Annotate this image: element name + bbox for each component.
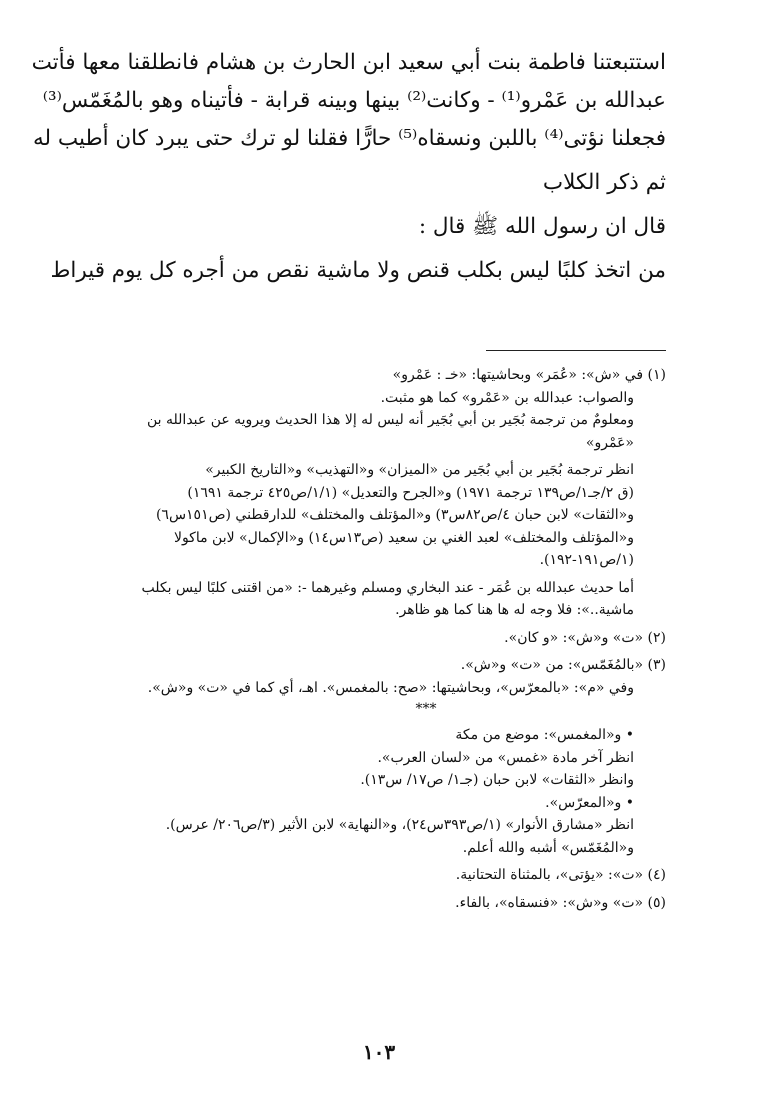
footnote-3 — [106, 654, 666, 859]
footnote-separator — [486, 350, 666, 351]
footnote-line: (٣) «بالمُغَمّس»: من «ت» و«ش». — [460, 657, 666, 673]
footnote-line: انظر ترجمة بُجَير بن أبي بُجَير من «الميزان» و«التهذيب» و«التاريخ الكبير» — [205, 462, 634, 478]
footnote-line: وانظر «الثقات» لابن حبان (جـ١/ ص١٧/ س١٣). — [360, 772, 634, 788]
footnote-line: و«المؤتلف والمختلف» لعبد الغني بن سعيد (ص١٣س١٤) و«الإكمال» لابن ماكولا — [173, 529, 634, 546]
footnote-line: انظر آخر مادة «غمس» من «لسان العرب». — [377, 749, 634, 766]
footnote-line: و«الثقات» لابن حبان ٤/ص٨٢س٣) و«المؤتلف والمختلف» للدارقطني (ص١٥١س٦) — [155, 507, 634, 523]
footnote-line: أما حديث عبدالله بن عُمَر - عند البخاري ومسلم وغيرهما -: «من اقتنى كلبًا ليس بكلب — [141, 579, 634, 596]
footnote-5: (٥) «ت» و«ش»: «فنسقاه»، بالفاء. — [455, 894, 666, 911]
main-text-line: من اتخذ كلبًا ليس بكلب قنص ولا ماشية نقص من أجره كل يوم قيراط — [50, 258, 666, 283]
footnote-2: (٢) «ت» و«ش»: «و كان». — [504, 629, 666, 646]
footnote-line: • و«المعرّس». — [545, 794, 634, 811]
main-text-block — [31, 44, 666, 290]
footnote-line: (١/ص١٩١-١٩٢). — [539, 552, 634, 568]
footnote-1 — [106, 364, 666, 622]
footnote-line: (١) في «ش»: «عُمَر» وبحاشيتها: «خـ : عَمْرو» — [392, 367, 666, 383]
footnote-4: (٤) «ت»: «يؤتى»، بالمثناة التحتانية. — [455, 867, 666, 883]
main-text-line: فجعلنا نؤتى⁽⁴⁾ باللبن ونسقاه⁽⁵⁾ حارًّا فقلنا لو ترك حتى يبرد كان أطيب له — [32, 126, 666, 151]
footnote-line: انظر «مشارق الأنوار» (١/ص٣٩٣س٢٤)، و«النهاية» لابن الأثير (٣/ص٢٠٦/ عرس). — [165, 817, 634, 833]
footnote-line: ومعلومٌ من ترجمة بُجَير بن أبي بُجَير أنه ليس له إلا هذا الحديث ويرويه عن عبدالله بن — [147, 412, 634, 428]
footnote-line: (ق ٢/جـ١/ص١٣٩ ترجمة ١٩٧١) و«الجرح والتعديل» (١/١/ص٤٢٥ ترجمة ١٦٩١) — [187, 484, 634, 501]
footnote-line: و«المُغَمّس» أشبه والله أعلم. — [462, 839, 634, 856]
main-text-line: استتبعتنا فاطمة بنت أبي سعيد ابن الحارث بن هشام فانطلقنا معها فأتت — [31, 50, 666, 75]
separator-stars: *** — [415, 701, 437, 717]
page-number: ١٠٣ — [362, 1040, 396, 1064]
footnote-line: ماشية..»: فلا وجه له ها هنا كما هو ظاهر. — [395, 602, 634, 618]
footnote-line: وفي «م»: «بالمعرّس»، وبحاشيتها: «صح: بالمغمس». اهـ، أي كما في «ت» و«ش». — [147, 679, 634, 696]
footnote-line: • و«المغمس»: موضع من مكة — [455, 727, 634, 743]
main-text-line: ثم ذكر الكلاب — [542, 170, 666, 195]
footnote-line: والصواب: عبدالله بن «عَمْرو» كما هو مثبت. — [380, 389, 634, 406]
main-text-line: قال ان رسول الله ﷺ قال : — [418, 214, 666, 239]
footnote-line: «عَمْرو» — [585, 434, 634, 451]
main-text-line: عبدالله بن عَمْرو⁽¹⁾ - وكانت⁽²⁾ بينها وبينه قرابة - فأتيناه وهو بالمُغَمّس⁽³⁾ — [42, 88, 666, 113]
footnotes-block — [106, 364, 666, 914]
